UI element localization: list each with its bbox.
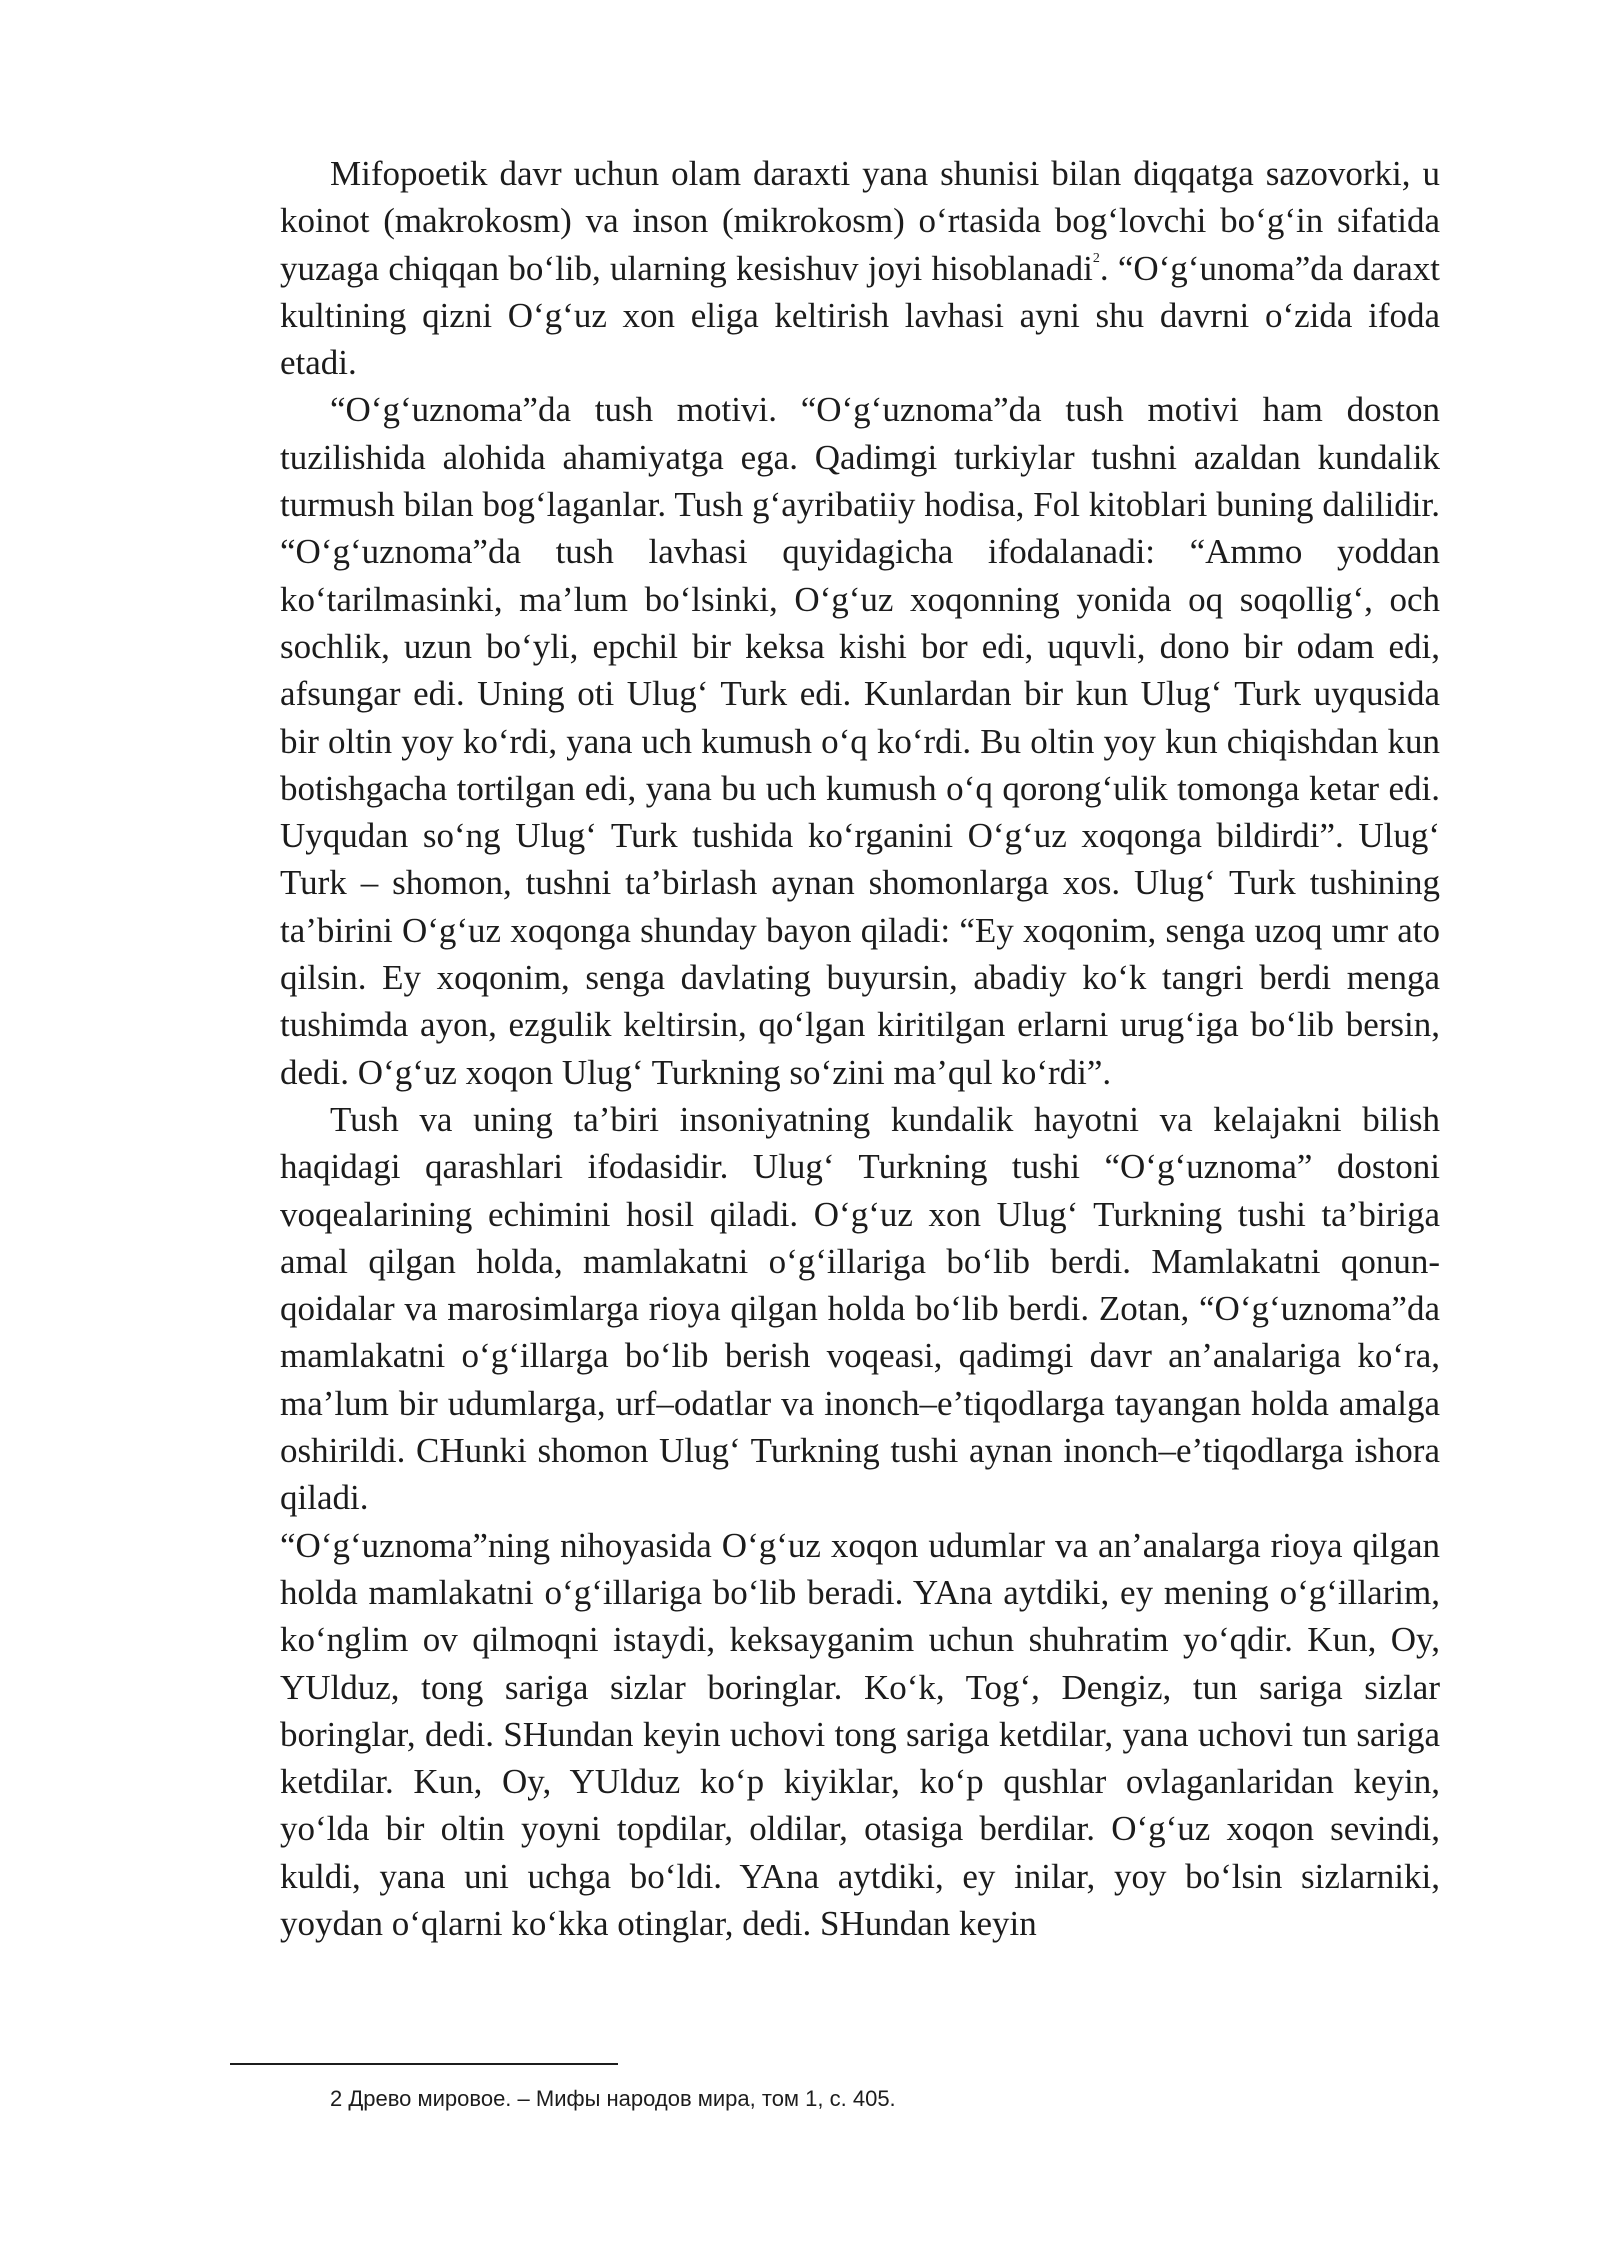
footnote: 2 Древо мировое. – Мифы народов мира, том 1, с. 405.	[330, 2086, 896, 2111]
paragraph-2: “Oʻgʻuznoma”da tush motivi. “Oʻgʻuznoma”da tush motivi ham doston tuzilishida alohida ahamiyatga ega. Qadimgi turkiylar tushni azaldan kundalik turmush bilan bogʻlaganlar. Tush gʻayribatiiy hodisa, Fol kitoblari buning dalilidir. “Oʻgʻuznoma”da tush lavhasi quyidagicha ifodalanadi: “Ammo yoddan koʻtarilmasinki, ma’lum boʻlsinki, Oʻgʻuz xoqonning yonida oq soqolligʻ, och sochlik, uzun boʻyli, epchil bir keksa kishi bor edi, uquvli, dono bir odam edi, afsungar edi. Uning oti Ulugʻ Turk edi. Kunlardan bir kun Ulugʻ Turk uyqusida bir oltin yoy koʻrdi, yana uch kumush oʻq koʻrdi. Bu oltin yoy kun chiqishdan kun botishgacha tortilgan edi, yana bu uch kumush oʻq qorongʻulik tomonga ketar edi. Uyqudan soʻng Ulugʻ Turk tushida koʻrganini Oʻgʻuz xoqonga bildirdi”. Ulugʻ Turk – shomon, tushni ta’birlash aynan shomonlarga xos. Ulugʻ Turk tushining ta’birini Oʻgʻuz xoqonga shunday bayon qiladi: “Ey xoqonim, senga uzoq umr ato qilsin. Ey xoqonim, senga davlating buyursin, abadiy koʻk tangri berdi menga tushimda ayon, ezgulik keltirsin, qoʻlgan kiritilgan erlarni urugʻiga boʻlib bersin, dedi. Oʻgʻuz xoqon Ulugʻ Turkning soʻzini ma’qul koʻrdi”.	[280, 390, 1440, 1092]
paragraph-1-text: Mifopoetik davr uchun olam daraxti yana shunisi bilan diqqatga sazovorki, u koinot (makrokosm) va inson (mikrokosm) oʻrtasida bogʻlovchi boʻgʻin sifatida yuzaga chiqqan boʻlib, ularning kesishuv joyi hisoblanadi	[280, 154, 1440, 288]
paragraph-1	[280, 150, 1440, 386]
body-text	[280, 150, 1440, 1947]
paragraph-4: “Oʻgʻuznoma”ning nihoyasida Oʻgʻuz xoqon udumlar va an’analarga rioya qilgan holda mamlakatni oʻgʻillariga boʻlib beradi. YAna aytdiki, ey mening oʻgʻillarim, koʻnglim ov qilmoqni istaydi, keksayganim uchun shuhratim yoʻqdir. Kun, Oy, YUlduz, tong sariga sizlar boringlar. Koʻk, Togʻ, Dengiz, tun sariga sizlar boringlar, dedi. SHundan keyin uchovi tong sariga ketdilar, yana uchovi tun sariga ketdilar. Kun, Oy, YUlduz koʻp kiyiklar, koʻp qushlar ovlaganlaridan keyin, yoʻlda bir oltin yoyni topdilar, oldilar, otasiga berdilar. Oʻgʻuz xoqon sevindi, kuldi, yana uni uchga boʻldi. YAna aytdiki, ey inilar, yoy boʻlsin sizlarniki, yoydan oʻqlarni koʻkka otinglar, dedi. SHundan keyin	[280, 1525, 1440, 1943]
paragraph-3: Tush va uning ta’biri insoniyatning kundalik hayotni va kelajakni bilish haqidagi qarashlari ifodasidir. Ulugʻ Turkning tushi “Oʻgʻuznoma” dostoni voqealarining echimini hosil qiladi. Oʻgʻuz xon Ulugʻ Turkning tushi ta’biriga amal qilgan holda, mamlakatni oʻgʻillariga boʻlib berdi. Mamlakatni qonun-qoidalar va marosimlarga rioya qilgan holda boʻlib berdi. Zotan, “Oʻgʻuznoma”da mamlakatni oʻgʻillarga boʻlib berish voqeasi, qadimgi davr an’analariga koʻra, ma’lum bir udumlarga, urf–odatlar va inonch–e’tiqodlarga tayangan holda amalga oshirildi. CHunki shomon Ulugʻ Turkning tushi aynan inonch–e’tiqodlarga ishora qiladi.	[280, 1099, 1440, 1518]
footnote-reference[interactable]: 2	[1092, 250, 1100, 266]
footnote-separator	[230, 2063, 618, 2065]
paragraph-1-text-continued: . “Oʻgʻunoma”da daraxt kultining qizni Oʻgʻuz xon eliga keltirish lavhasi ayni shu davrni oʻzida ifoda etadi.	[280, 248, 1440, 383]
